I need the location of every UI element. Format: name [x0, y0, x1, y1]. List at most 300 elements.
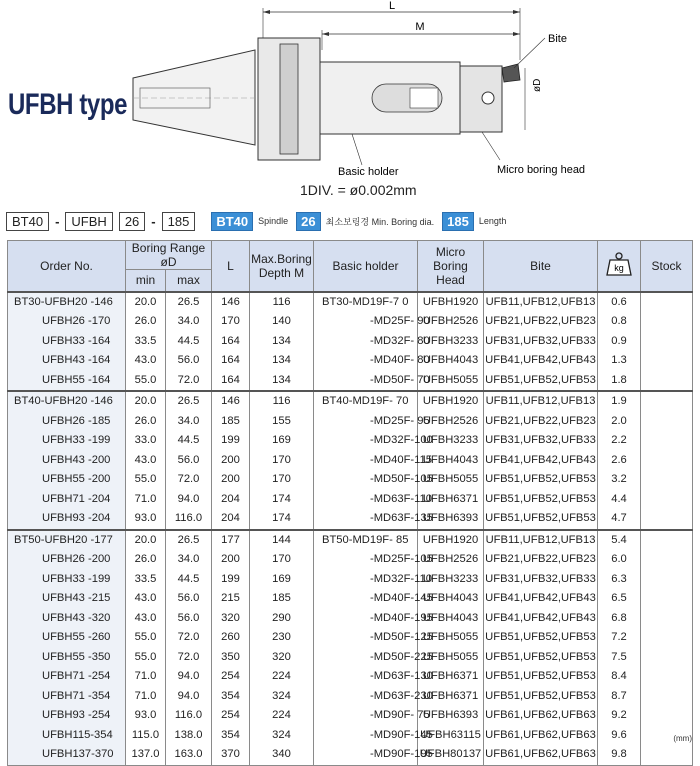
cell-stock [641, 648, 693, 668]
cell-order-no: UFBH55 -164 [8, 371, 126, 392]
cell-basic-holder: -MD90F- 75 [314, 706, 418, 726]
table-row [8, 312, 693, 332]
dim-l-label: L [388, 0, 396, 12]
cell-weight: 8.4 [598, 667, 641, 687]
cell-weight: 6.8 [598, 609, 641, 629]
table-row [8, 706, 693, 726]
table-row [8, 589, 693, 609]
cell-min-dia: 71.0 [126, 490, 166, 510]
cell-min-dia: 55.0 [126, 648, 166, 668]
division-note: 1DIV. = ø0.002mm [300, 182, 417, 198]
header-stock: Stock [641, 241, 693, 292]
header-holder: Basic holder [314, 241, 418, 292]
cell-length: 200 [212, 550, 250, 570]
cell-basic-holder: -MD90F-145 [314, 726, 418, 746]
cell-bite: UFB11,UFB12,UFB13 [484, 391, 598, 412]
cell-stock [641, 332, 693, 352]
cell-micro-head: UFBH3233 [418, 570, 484, 590]
cell-min-dia: 93.0 [126, 706, 166, 726]
table-row [8, 371, 693, 392]
cell-stock [641, 706, 693, 726]
cell-max-dia: 116.0 [166, 706, 212, 726]
order-code-legend [6, 211, 514, 231]
cell-micro-head: UFBH6371 [418, 490, 484, 510]
cell-stock [641, 391, 693, 412]
cell-bite: UFB31,UFB32,UFB33 [484, 332, 598, 352]
cell-stock [641, 292, 693, 313]
cell-depth: 340 [250, 745, 314, 765]
cell-max-dia: 34.0 [166, 550, 212, 570]
cell-bite: UFB61,UFB62,UFB63 [484, 726, 598, 746]
cell-min-dia: 43.0 [126, 589, 166, 609]
cell-weight: 0.6 [598, 292, 641, 313]
cell-max-dia: 34.0 [166, 412, 212, 432]
cell-stock [641, 351, 693, 371]
cell-min-dia: 33.0 [126, 431, 166, 451]
cell-bite: UFB51,UFB52,UFB53 [484, 371, 598, 392]
cell-basic-holder: -MD50F- 70 [314, 371, 418, 392]
cell-order-no: UFBH43 -320 [8, 609, 126, 629]
cell-basic-holder: BT40-MD19F- 70 [314, 391, 418, 412]
cell-min-dia: 33.5 [126, 332, 166, 352]
cell-min-dia: 55.0 [126, 628, 166, 648]
cell-max-dia: 94.0 [166, 687, 212, 707]
cell-length: 146 [212, 391, 250, 412]
cell-basic-holder: BT50-MD19F- 85 [314, 530, 418, 551]
cell-depth: 169 [250, 570, 314, 590]
cell-micro-head: UFBH1920 [418, 391, 484, 412]
cell-depth: 170 [250, 451, 314, 471]
cell-weight: 1.9 [598, 391, 641, 412]
basic-holder-label: Basic holder [338, 166, 399, 178]
header-depth [250, 241, 314, 292]
code-type: UFBH [65, 212, 112, 231]
cell-depth: 174 [250, 490, 314, 510]
cell-weight: 9.2 [598, 706, 641, 726]
cell-stock [641, 451, 693, 471]
header-l: L [212, 241, 250, 292]
cell-min-dia: 43.0 [126, 351, 166, 371]
cell-micro-head: UFBH63115 [418, 726, 484, 746]
cell-order-no: UFBH71 -354 [8, 687, 126, 707]
cell-min-dia: 115.0 [126, 726, 166, 746]
code-length: 185 [162, 212, 196, 231]
cell-depth: 320 [250, 648, 314, 668]
cell-depth: 170 [250, 470, 314, 490]
cell-length: 254 [212, 667, 250, 687]
cell-length: 320 [212, 609, 250, 629]
cell-weight: 6.0 [598, 550, 641, 570]
micro-head [460, 66, 502, 132]
cell-bite: UFB31,UFB32,UFB33 [484, 570, 598, 590]
header-max: max [166, 270, 212, 292]
cell-bite: UFB41,UFB42,UFB43 [484, 451, 598, 471]
cell-weight: 2.2 [598, 431, 641, 451]
cell-depth: 169 [250, 431, 314, 451]
cell-basic-holder: -MD40F-115 [314, 451, 418, 471]
cell-order-no: UFBH43 -200 [8, 451, 126, 471]
cell-order-no: UFBH33 -164 [8, 332, 126, 352]
legend-min-text: 최소보링경 Min. Boring dia. [325, 216, 435, 227]
cell-max-dia: 44.5 [166, 332, 212, 352]
cell-max-dia: 44.5 [166, 431, 212, 451]
cell-weight: 1.3 [598, 351, 641, 371]
cell-max-dia: 72.0 [166, 470, 212, 490]
cell-depth: 140 [250, 312, 314, 332]
cell-bite: UFB51,UFB52,UFB53 [484, 648, 598, 668]
cell-stock [641, 687, 693, 707]
cell-bite: UFB11,UFB12,UFB13 [484, 292, 598, 313]
cell-max-dia: 163.0 [166, 745, 212, 765]
cell-min-dia: 26.0 [126, 312, 166, 332]
cell-micro-head: UFBH4043 [418, 609, 484, 629]
cell-bite: UFB51,UFB52,UFB53 [484, 470, 598, 490]
code-spindle: BT40 [6, 212, 49, 231]
table-row [8, 745, 693, 765]
cell-order-no: UFBH26 -200 [8, 550, 126, 570]
header-head [418, 241, 484, 292]
cell-stock [641, 470, 693, 490]
table-row [8, 490, 693, 510]
cell-length: 254 [212, 706, 250, 726]
cell-max-dia: 94.0 [166, 667, 212, 687]
cell-max-dia: 72.0 [166, 628, 212, 648]
cell-micro-head: UFBH2526 [418, 312, 484, 332]
cell-length: 204 [212, 490, 250, 510]
cell-stock [641, 745, 693, 765]
table-row [8, 667, 693, 687]
cell-length: 350 [212, 648, 250, 668]
cell-weight: 7.5 [598, 648, 641, 668]
cell-order-no: BT50-UFBH20 -177 [8, 530, 126, 551]
cell-order-no: UFBH93 -204 [8, 509, 126, 530]
cell-max-dia: 138.0 [166, 726, 212, 746]
cell-max-dia: 72.0 [166, 371, 212, 392]
cell-bite: UFB51,UFB52,UFB53 [484, 628, 598, 648]
cell-order-no: BT30-UFBH20 -146 [8, 292, 126, 313]
cell-stock [641, 490, 693, 510]
cell-stock [641, 312, 693, 332]
spec-table [7, 240, 693, 766]
cell-micro-head: UFBH1920 [418, 292, 484, 313]
cell-order-no: UFBH55 -260 [8, 628, 126, 648]
cell-length: 199 [212, 431, 250, 451]
legend-min-tag: 26 [296, 212, 320, 231]
cell-order-no: UFBH71 -204 [8, 490, 126, 510]
table-row [8, 570, 693, 590]
cell-bite: UFB51,UFB52,UFB53 [484, 687, 598, 707]
cell-stock [641, 550, 693, 570]
cell-weight: 2.6 [598, 451, 641, 471]
cell-max-dia: 56.0 [166, 609, 212, 629]
cell-depth: 230 [250, 628, 314, 648]
code-min-dia: 26 [119, 212, 145, 231]
cell-min-dia: 137.0 [126, 745, 166, 765]
cell-stock [641, 371, 693, 392]
cell-order-no: UFBH55 -200 [8, 470, 126, 490]
header-range: Boring Range øD [126, 241, 212, 270]
cell-length: 185 [212, 412, 250, 432]
header-head-line1: Micro Boring [433, 244, 468, 273]
legend-spindle-text: Spindle [258, 216, 289, 226]
dim-m-label: M [415, 21, 425, 33]
cell-stock [641, 589, 693, 609]
diameter-label: øD [532, 78, 543, 92]
cell-length: 177 [212, 530, 250, 551]
cell-micro-head: UFBH5055 [418, 648, 484, 668]
cell-length: 215 [212, 589, 250, 609]
table-row [8, 648, 693, 668]
cell-micro-head: UFBH4043 [418, 589, 484, 609]
cell-basic-holder: -MD63F-110 [314, 490, 418, 510]
cell-length: 164 [212, 332, 250, 352]
table-row [8, 628, 693, 648]
cell-depth: 155 [250, 412, 314, 432]
cell-weight: 6.5 [598, 589, 641, 609]
cell-micro-head: UFBH6393 [418, 509, 484, 530]
cell-order-no: UFBH43 -164 [8, 351, 126, 371]
cell-bite: UFB51,UFB52,UFB53 [484, 490, 598, 510]
table-row [8, 470, 693, 490]
table-row [8, 726, 693, 746]
cell-weight: 2.0 [598, 412, 641, 432]
cell-min-dia: 93.0 [126, 509, 166, 530]
cell-micro-head: UFBH5055 [418, 470, 484, 490]
cell-depth: 224 [250, 706, 314, 726]
cell-order-no: UFBH43 -215 [8, 589, 126, 609]
weight-unit: kg [614, 263, 624, 274]
cell-weight: 4.4 [598, 490, 641, 510]
cell-basic-holder: -MD50F-125 [314, 628, 418, 648]
header-order: Order No. [8, 241, 126, 292]
cell-length: 204 [212, 509, 250, 530]
cell-depth: 324 [250, 726, 314, 746]
cell-stock [641, 509, 693, 530]
cell-depth: 144 [250, 530, 314, 551]
cell-min-dia: 26.0 [126, 550, 166, 570]
cell-length: 260 [212, 628, 250, 648]
cell-stock [641, 530, 693, 551]
cell-depth: 224 [250, 667, 314, 687]
cell-bite: UFB61,UFB62,UFB63 [484, 745, 598, 765]
cell-min-dia: 20.0 [126, 292, 166, 313]
cell-weight: 9.8 [598, 745, 641, 765]
cell-bite: UFB41,UFB42,UFB43 [484, 351, 598, 371]
cell-micro-head: UFBH4043 [418, 351, 484, 371]
table-row [8, 530, 693, 551]
cell-weight: 3.2 [598, 470, 641, 490]
cell-length: 164 [212, 351, 250, 371]
header-head-line2: Head [436, 272, 465, 287]
bite-insert [502, 64, 520, 82]
cell-bite: UFB31,UFB32,UFB33 [484, 431, 598, 451]
cell-micro-head: UFBH80137 [418, 745, 484, 765]
cell-min-dia: 43.0 [126, 451, 166, 471]
table-row [8, 412, 693, 432]
table-row [8, 332, 693, 352]
cell-min-dia: 33.5 [126, 570, 166, 590]
cell-min-dia: 20.0 [126, 391, 166, 412]
cell-stock [641, 570, 693, 590]
cell-bite: UFB41,UFB42,UFB43 [484, 609, 598, 629]
cell-depth: 290 [250, 609, 314, 629]
micro-head-label: Micro boring head [497, 164, 586, 176]
cell-stock [641, 609, 693, 629]
cell-weight: 4.7 [598, 509, 641, 530]
cell-min-dia: 55.0 [126, 371, 166, 392]
cell-min-dia: 43.0 [126, 609, 166, 629]
header-bite: Bite [484, 241, 598, 292]
cell-basic-holder: -MD63F-230 [314, 687, 418, 707]
legend-spindle-tag: BT40 [211, 212, 253, 231]
cell-max-dia: 56.0 [166, 589, 212, 609]
cell-max-dia: 94.0 [166, 490, 212, 510]
cell-micro-head: UFBH3233 [418, 332, 484, 352]
cell-max-dia: 56.0 [166, 351, 212, 371]
code-dash: - [151, 213, 156, 229]
cell-stock [641, 431, 693, 451]
cell-depth: 134 [250, 332, 314, 352]
cell-weight: 0.8 [598, 312, 641, 332]
bite-label: Bite [548, 33, 567, 45]
cell-basic-holder: -MD50F-225 [314, 648, 418, 668]
cell-weight: 9.6 [598, 726, 641, 746]
cell-length: 164 [212, 371, 250, 392]
cell-length: 199 [212, 570, 250, 590]
table-row [8, 687, 693, 707]
cell-length: 200 [212, 451, 250, 471]
header-weight [598, 241, 641, 292]
cell-order-no: UFBH55 -350 [8, 648, 126, 668]
cell-basic-holder: -MD25F- 95 [314, 412, 418, 432]
cell-depth: 134 [250, 351, 314, 371]
cell-length: 354 [212, 687, 250, 707]
cell-basic-holder: -MD25F- 90 [314, 312, 418, 332]
cell-basic-holder: -MD40F- 80 [314, 351, 418, 371]
cell-weight: 7.2 [598, 628, 641, 648]
cell-basic-holder: -MD32F-110 [314, 570, 418, 590]
cell-max-dia: 26.5 [166, 391, 212, 412]
cell-order-no: UFBH137-370 [8, 745, 126, 765]
weight-icon [605, 251, 633, 277]
cell-basic-holder: -MD63F-135 [314, 509, 418, 530]
cell-max-dia: 34.0 [166, 312, 212, 332]
cell-micro-head: UFBH6371 [418, 687, 484, 707]
cell-min-dia: 71.0 [126, 687, 166, 707]
cell-basic-holder: BT30-MD19F-7 0 [314, 292, 418, 313]
table-row [8, 609, 693, 629]
cell-bite: UFB11,UFB12,UFB13 [484, 530, 598, 551]
cell-depth: 185 [250, 589, 314, 609]
cell-order-no: UFBH26 -185 [8, 412, 126, 432]
cell-basic-holder: -MD40F-145 [314, 589, 418, 609]
cell-order-no: UFBH33 -199 [8, 570, 126, 590]
cell-max-dia: 44.5 [166, 570, 212, 590]
table-row [8, 431, 693, 451]
cell-micro-head: UFBH4043 [418, 451, 484, 471]
cell-max-dia: 116.0 [166, 509, 212, 530]
cell-micro-head: UFBH6393 [418, 706, 484, 726]
cell-micro-head: UFBH1920 [418, 530, 484, 551]
cell-micro-head: UFBH6371 [418, 667, 484, 687]
cell-depth: 116 [250, 391, 314, 412]
cell-max-dia: 26.5 [166, 530, 212, 551]
cell-min-dia: 55.0 [126, 470, 166, 490]
cell-order-no: UFBH71 -254 [8, 667, 126, 687]
cell-basic-holder: -MD32F-100 [314, 431, 418, 451]
cell-weight: 1.8 [598, 371, 641, 392]
cell-stock [641, 628, 693, 648]
page-title: UFBH type [8, 88, 128, 121]
header-min: min [126, 270, 166, 292]
cell-stock [641, 412, 693, 432]
cell-bite: UFB41,UFB42,UFB43 [484, 589, 598, 609]
cell-order-no: BT40-UFBH20 -146 [8, 391, 126, 412]
table-row [8, 391, 693, 412]
unit-note: (mm) [673, 734, 692, 743]
legend-len-text: Length [478, 216, 507, 226]
cell-length: 170 [212, 312, 250, 332]
table-row [8, 550, 693, 570]
cell-depth: 324 [250, 687, 314, 707]
cell-micro-head: UFBH5055 [418, 371, 484, 392]
cell-basic-holder: -MD90F-195 [314, 745, 418, 765]
header-depth-line1: Max.Boring [251, 251, 312, 266]
cell-bite: UFB51,UFB52,UFB53 [484, 667, 598, 687]
cell-basic-holder: -MD40F-195 [314, 609, 418, 629]
cell-max-dia: 72.0 [166, 648, 212, 668]
cell-bite: UFB21,UFB22,UFB23 [484, 312, 598, 332]
table-row [8, 292, 693, 313]
cell-order-no: UFBH33 -199 [8, 431, 126, 451]
cell-min-dia: 20.0 [126, 530, 166, 551]
cell-order-no: UFBH115-354 [8, 726, 126, 746]
cell-weight: 0.9 [598, 332, 641, 352]
cell-length: 370 [212, 745, 250, 765]
cell-basic-holder: -MD25F-105 [314, 550, 418, 570]
cell-bite: UFB21,UFB22,UFB23 [484, 412, 598, 432]
cell-length: 146 [212, 292, 250, 313]
cell-basic-holder: -MD32F- 80 [314, 332, 418, 352]
cell-bite: UFB61,UFB62,UFB63 [484, 706, 598, 726]
cell-basic-holder: -MD63F-130 [314, 667, 418, 687]
cell-min-dia: 26.0 [126, 412, 166, 432]
cell-bite: UFB21,UFB22,UFB23 [484, 550, 598, 570]
cell-min-dia: 71.0 [126, 667, 166, 687]
table-row [8, 451, 693, 471]
cell-weight: 5.4 [598, 530, 641, 551]
cell-depth: 134 [250, 371, 314, 392]
taper-shank [133, 50, 255, 145]
cell-micro-head: UFBH2526 [418, 412, 484, 432]
cell-order-no: UFBH93 -254 [8, 706, 126, 726]
table-row [8, 509, 693, 530]
cell-depth: 170 [250, 550, 314, 570]
code-dash: - [55, 213, 60, 229]
cell-micro-head: UFBH3233 [418, 431, 484, 451]
cell-length: 200 [212, 470, 250, 490]
cell-max-dia: 26.5 [166, 292, 212, 313]
cell-weight: 8.7 [598, 687, 641, 707]
cell-basic-holder: -MD50F-105 [314, 470, 418, 490]
cell-depth: 116 [250, 292, 314, 313]
cell-bite: UFB51,UFB52,UFB53 [484, 509, 598, 530]
cell-depth: 174 [250, 509, 314, 530]
cell-micro-head: UFBH5055 [418, 628, 484, 648]
cell-length: 354 [212, 726, 250, 746]
cell-micro-head: UFBH2526 [418, 550, 484, 570]
table-row [8, 351, 693, 371]
